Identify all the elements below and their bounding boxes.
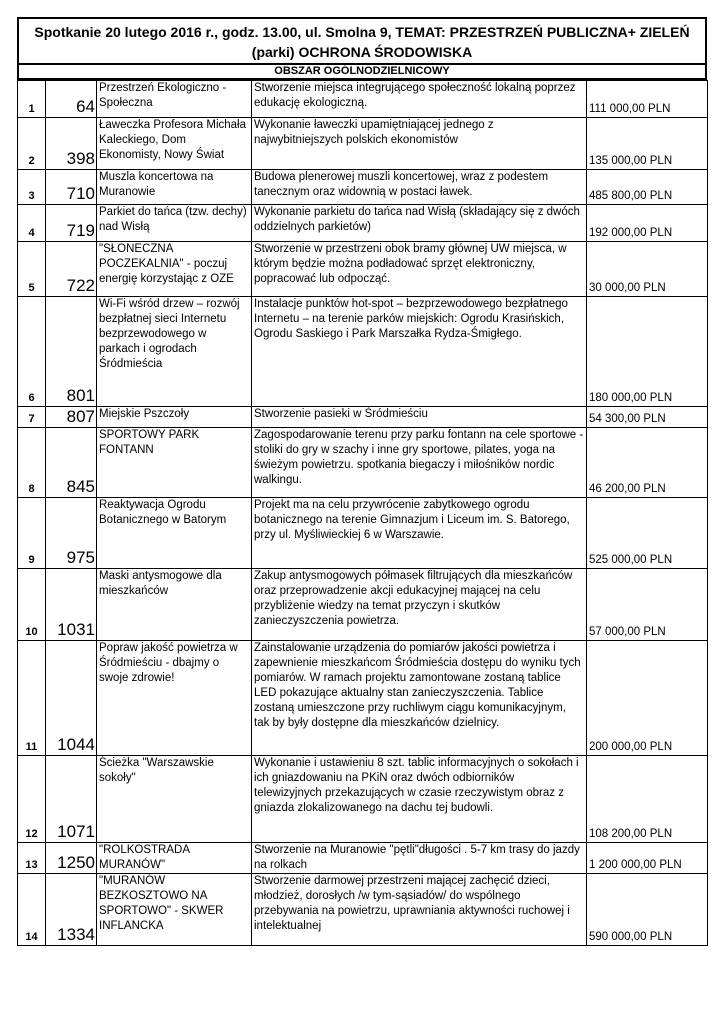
table-row bbox=[18, 118, 708, 170]
table-row bbox=[18, 428, 708, 498]
table-row bbox=[18, 242, 708, 297]
project-name: "ROLKOSTRADA MURANÓW" bbox=[97, 843, 252, 874]
document-sheet bbox=[17, 17, 707, 946]
project-name: Reaktywacja Ogrodu Botanicznego w Batorym bbox=[97, 498, 252, 569]
project-name: Parkiet do tańca (tzw. dechy) nad Wisłą bbox=[97, 205, 252, 242]
project-amount: 30 000,00 PLN bbox=[587, 242, 708, 297]
project-amount: 57 000,00 PLN bbox=[587, 569, 708, 641]
project-description: Stworzenie darmowej przestrzeni mającej zachęcić dzieci, młodzież, dorosłych /w tym-sąsiadów/ do wspólnego przebywania na powietrzu, uprawniania aktywności ruchowej i intelektualnej bbox=[252, 874, 587, 946]
project-amount: 46 200,00 PLN bbox=[587, 428, 708, 498]
project-name: Ławeczka Profesora Michała Kaleckiego, Dom Ekonomisty, Nowy Świat bbox=[97, 118, 252, 170]
table-row bbox=[18, 297, 708, 407]
project-description: Stworzenie pasieki w Śródmieściu bbox=[252, 407, 587, 428]
project-id: 64 bbox=[46, 81, 97, 118]
table-row bbox=[18, 641, 708, 756]
meeting-title bbox=[17, 17, 707, 65]
row-number: 9 bbox=[18, 498, 46, 569]
area-heading: OBSZAR OGÓLNODZIELNICOWY bbox=[17, 65, 707, 80]
project-description: Stworzenie na Muranowie "pętli"długości . 5-7 km trasy do jazdy na rolkach bbox=[252, 843, 587, 874]
project-id: 1334 bbox=[46, 874, 97, 946]
project-amount: 485 800,00 PLN bbox=[587, 170, 708, 205]
row-number: 2 bbox=[18, 118, 46, 170]
project-amount: 192 000,00 PLN bbox=[587, 205, 708, 242]
table-row bbox=[18, 205, 708, 242]
project-name: Maski antysmogowe dla mieszkańców bbox=[97, 569, 252, 641]
project-name: Przestrzeń Ekologiczno - Społeczna bbox=[97, 81, 252, 118]
project-description: Instalacje punktów hot-spot – bezprzewodowego bezpłatnego Internetu – na terenie parków miejskich: Ogrodu Krasińskich, Ogrodu Saskiego i Park Marszałka Rydza-Śmigłego. bbox=[252, 297, 587, 407]
project-amount: 135 000,00 PLN bbox=[587, 118, 708, 170]
project-id: 398 bbox=[46, 118, 97, 170]
table-row bbox=[18, 874, 708, 946]
row-number: 7 bbox=[18, 407, 46, 428]
project-description: Zakup antysmogowych półmasek filtrujących dla mieszkańców oraz przeprowadzenie akcji edukacyjnej mającej na celu przybliżenie wiedzy na temat przyczyn i skutków zanieczyszczenia powietrza. bbox=[252, 569, 587, 641]
title-line-1: Spotkanie 20 lutego 2016 r., godz. 13.00, ul. Smolna 9, TEMAT: PRZESTRZEŃ PUBLICZNA+ ZIELEŃ bbox=[34, 24, 690, 40]
row-number: 1 bbox=[18, 81, 46, 118]
project-amount: 111 000,00 PLN bbox=[587, 81, 708, 118]
project-amount: 108 200,00 PLN bbox=[587, 756, 708, 843]
project-amount: 180 000,00 PLN bbox=[587, 297, 708, 407]
project-name: Miejskie Pszczoły bbox=[97, 407, 252, 428]
project-description: Wykonanie parkietu do tańca nad Wisłą (składający się z dwóch oddzielnych parkietów) bbox=[252, 205, 587, 242]
table-row bbox=[18, 756, 708, 843]
project-description: Stworzenie w przestrzeni obok bramy głównej UW miejsca, w którym będzie można podładować sprzęt elektroniczny, popracować lub odpocząć. bbox=[252, 242, 587, 297]
row-number: 14 bbox=[18, 874, 46, 946]
project-description: Budowa plenerowej muszli koncertowej, wraz z podestem tanecznym oraz widownią w postaci ławek. bbox=[252, 170, 587, 205]
table-row bbox=[18, 843, 708, 874]
project-id: 807 bbox=[46, 407, 97, 428]
project-name: Muszla koncertowa na Muranowie bbox=[97, 170, 252, 205]
project-description: Wykonanie ławeczki upamiętniającej jednego z najwybitniejszych polskich ekonomistów bbox=[252, 118, 587, 170]
row-number: 8 bbox=[18, 428, 46, 498]
row-number: 10 bbox=[18, 569, 46, 641]
project-id: 1044 bbox=[46, 641, 97, 756]
table-row bbox=[18, 569, 708, 641]
project-amount: 200 000,00 PLN bbox=[587, 641, 708, 756]
project-description: Stworzenie miejsca integrującego społeczność lokalną poprzez edukację ekologiczną. bbox=[252, 81, 587, 118]
project-amount: 54 300,00 PLN bbox=[587, 407, 708, 428]
project-id: 1031 bbox=[46, 569, 97, 641]
table-row bbox=[18, 407, 708, 428]
row-number: 3 bbox=[18, 170, 46, 205]
row-number: 11 bbox=[18, 641, 46, 756]
project-id: 845 bbox=[46, 428, 97, 498]
project-name: Wi-Fi wśród drzew – rozwój bezpłatnej sieci Internetu bezprzewodowego w parkach i ogrodach Śródmieścia bbox=[97, 297, 252, 407]
project-amount: 525 000,00 PLN bbox=[587, 498, 708, 569]
project-amount: 1 200 000,00 PLN bbox=[587, 843, 708, 874]
row-number: 12 bbox=[18, 756, 46, 843]
project-amount: 590 000,00 PLN bbox=[587, 874, 708, 946]
project-description: Zainstalowanie urządzenia do pomiarów jakości powietrza i zapewnienie mieszkańcom Śródmieścia dostępu do wyniku tych pomiarów. W ramach projektu zamontowane zostaną tablice LED pokazujące aktualny stan zanieczyszczenia. Tablice zostaną umieszczone przy ruchliwym ciągu komunikacyjnym, tak by były dostępne dla mieszkańców dzielnicy. bbox=[252, 641, 587, 756]
project-name: "MURANÓW BEZKOSZTOWO NA SPORTOWO" - SKWER INFLANCKA bbox=[97, 874, 252, 946]
project-name: "SŁONECZNA POCZEKALNIA" - poczuj energię korzystając z OZE bbox=[97, 242, 252, 297]
row-number: 6 bbox=[18, 297, 46, 407]
project-id: 1071 bbox=[46, 756, 97, 843]
project-description: Zagospodarowanie terenu przy parku fontann na cele sportowe - stoliki do gry w szachy i inne gry sportowe, pilates, yoga na świeżym powietrzu. spotkania biegaczy i miłośników nordic walkingu. bbox=[252, 428, 587, 498]
project-id: 975 bbox=[46, 498, 97, 569]
table-row bbox=[18, 498, 708, 569]
project-description: Projekt ma na celu przywrócenie zabytkowego ogrodu botanicznego na terenie Gimnazjum i Liceum im. S. Batorego, przy ul. Myśliwieckiej 6 w Warszawie. bbox=[252, 498, 587, 569]
project-id: 710 bbox=[46, 170, 97, 205]
project-name: SPORTOWY PARK FONTANN bbox=[97, 428, 252, 498]
row-number: 13 bbox=[18, 843, 46, 874]
project-id: 1250 bbox=[46, 843, 97, 874]
project-id: 722 bbox=[46, 242, 97, 297]
project-id: 719 bbox=[46, 205, 97, 242]
project-id: 801 bbox=[46, 297, 97, 407]
title-line-2: (parki) OCHRONA ŚRODOWISKA bbox=[251, 44, 473, 60]
row-number: 5 bbox=[18, 242, 46, 297]
table-row bbox=[18, 81, 708, 118]
project-name: Popraw jakość powietrza w Śródmieściu - dbajmy o swoje zdrowie! bbox=[97, 641, 252, 756]
projects-table bbox=[17, 80, 708, 946]
table-row bbox=[18, 170, 708, 205]
project-description: Wykonanie i ustawieniu 8 szt. tablic informacyjnych o sokołach i ich gniazdowaniu na PKiN oraz dwóch odbiorników telewizyjnych przekazujących w czasie rzeczywistym obraz z gniazda zlokalizowanego na dachu tej budowli. bbox=[252, 756, 587, 843]
row-number: 4 bbox=[18, 205, 46, 242]
project-name: Ścieżka "Warszawskie sokoły" bbox=[97, 756, 252, 843]
